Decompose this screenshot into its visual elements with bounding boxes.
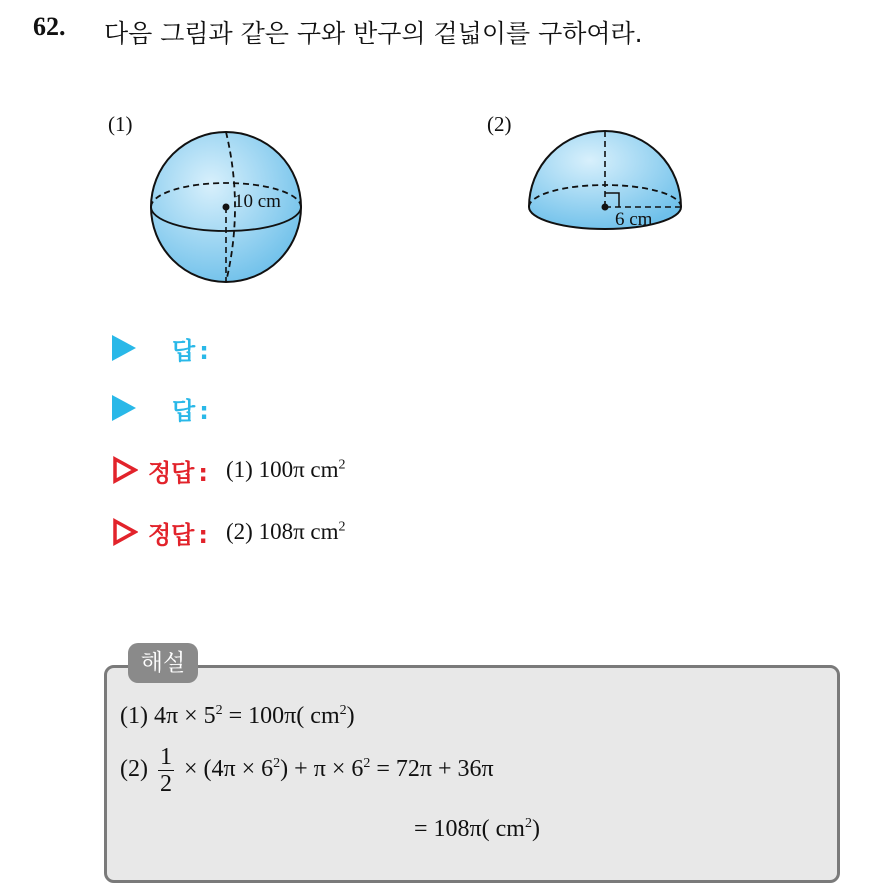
correct-label: 정답 :	[148, 458, 208, 487]
answer-row-1	[112, 330, 209, 366]
figure-1-label: (1)	[108, 112, 133, 136]
question-text: 다음 그림과 같은 구와 반구의 겉넓이를 구하여라.	[104, 19, 643, 48]
correct-answer-1: (1) 100π $cm^2$	[225, 457, 346, 482]
sphere-measure: 10 cm	[234, 191, 281, 212]
answer-label: 답 :	[172, 396, 209, 425]
sphere-figure	[140, 120, 315, 290]
correct-answer-row-1	[112, 452, 346, 488]
play-arrow-icon	[112, 335, 136, 361]
question-number: 62.	[33, 12, 66, 41]
outline-arrow-icon	[112, 518, 138, 546]
hemisphere-figure	[520, 120, 690, 235]
answer-label: 답 :	[172, 336, 209, 365]
figure-2-label: (2)	[487, 112, 512, 136]
solution-line-2: (2) $\frac{1}{2}$ × $(4\pi \times 6^2) + \pi \times 6^2 = 72\pi + 36\pi$	[120, 744, 494, 797]
outline-arrow-icon	[112, 456, 138, 484]
answer-row-2	[112, 390, 209, 426]
hemisphere-measure: 6 cm	[615, 209, 653, 230]
correct-answer-row-2	[112, 514, 346, 550]
solution-line-1: (1) $4\pi \times 5^2 = 100\pi$( $cm^2$)	[120, 703, 355, 729]
play-arrow-icon	[112, 395, 136, 421]
solution-line-3: = 108π( $cm^2$)	[414, 816, 540, 842]
solution-tag: 해설	[128, 643, 198, 683]
fraction-one-half: $\frac{1}{2}$	[159, 744, 172, 797]
correct-answer-2: (2) 108π $cm^2$	[225, 519, 346, 544]
correct-label: 정답 :	[148, 520, 208, 549]
